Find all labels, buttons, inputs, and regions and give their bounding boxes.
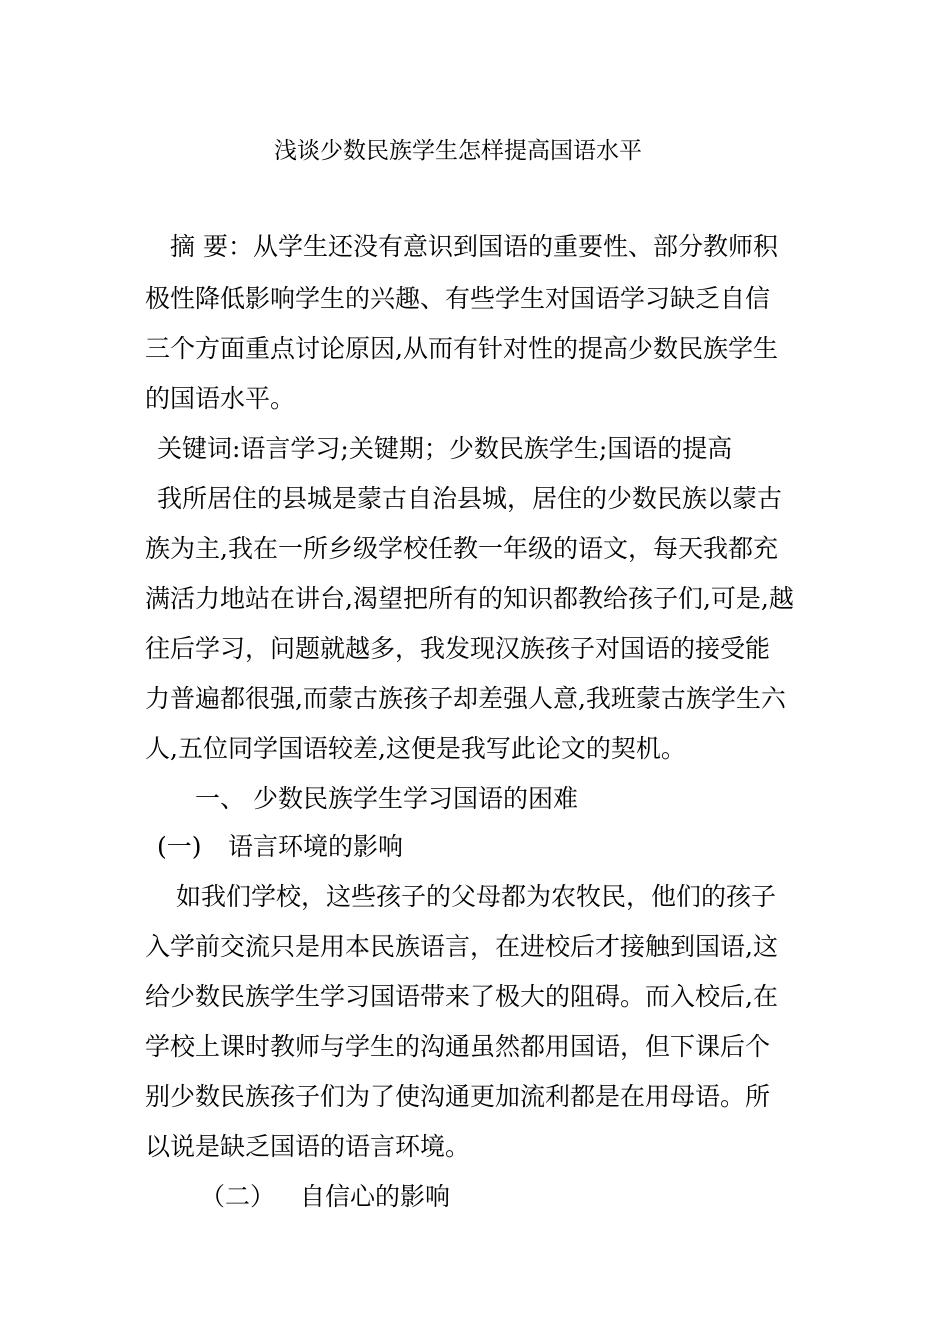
subsection-heading: 语言环境的影响 [228,832,404,861]
paragraph-line: 族为主,我在一所乡级学校任教一年级的语文，每天我都充 [145,534,778,563]
paragraph-line: 往后学习，问题就越多，我发现汉族孩子对国语的接受能 [145,634,771,663]
section-heading: 一、 少数民族学生学习国语的困难 [195,784,578,813]
paragraph-line: 以说是缺乏国语的语言环境。 [145,1132,471,1161]
abstract-line: 三个方面重点讨论原因,从而有针对性的提高少数民族学生 [145,334,778,363]
paragraph-line: 别少数民族孩子们为了使沟通更加流利都是在用母语。所 [145,1082,771,1111]
document-title: 浅谈少数民族学生怎样提高国语水平 [274,138,642,164]
paragraph-line: 入学前交流只是用本民族语言，在进校后才接触到国语,这 [145,932,778,961]
subsection-heading: 自信心的影响 [300,1182,451,1211]
abstract-line: 极性降低影响学生的兴趣、有些学生对国语学习缺乏自信 [145,284,771,313]
abstract-line: 的国语水平。 [145,384,296,413]
subsection-number: （二） [200,1182,276,1211]
keywords: 关键词:语言学习;关键期；少数民族学生;国语的提高 [157,434,733,463]
paragraph-line: 给少数民族学生学习国语带来了极大的阻碍。而入校后,在 [145,982,778,1011]
subsection-number: (一) [157,832,202,861]
paragraph-line: 人,五位同学国语较差,这便是我写此论文的契机。 [145,734,686,763]
paragraph-line: 满活力地站在讲台,渴望把所有的知识都教给孩子们,可是,越 [145,584,794,613]
paragraph-line: 如我们学校，这些孩子的父母都为农牧民，他们的孩子 [176,882,777,911]
paragraph-line: 学校上课时教师与学生的沟通虽然都用国语，但下课后个 [145,1032,771,1061]
abstract-line: 摘 要：从学生还没有意识到国语的重要性、部分教师积 [170,232,778,261]
paragraph-line: 我所居住的县城是蒙古自治县城，居住的少数民族以蒙古 [157,484,783,513]
paragraph-line: 力普遍都很强,而蒙古族孩子却差强人意,我班蒙古族学生六 [145,684,786,713]
